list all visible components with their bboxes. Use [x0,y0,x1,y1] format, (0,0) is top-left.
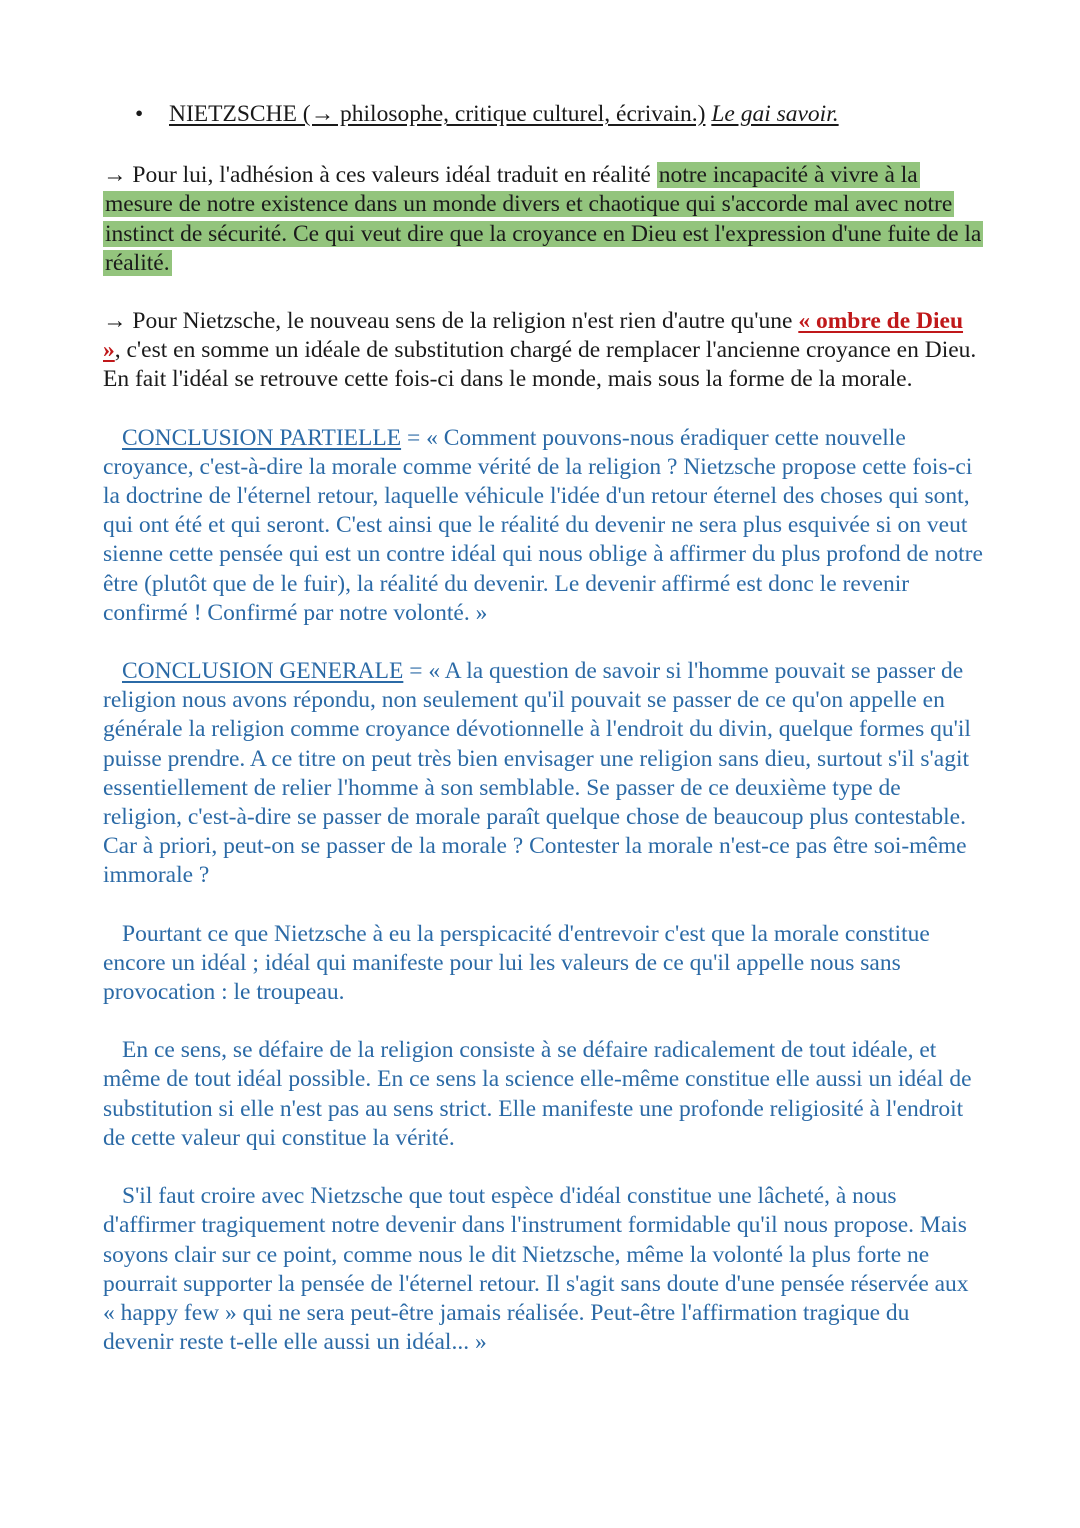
emphasis-ombre-de-dieu: « ombre de Dieu » [103,308,964,364]
conclusion-generale [103,657,983,891]
conclusion-generale-label: CONCLUSION GENERALE [122,658,404,685]
section-heading [103,100,983,129]
heading-author: NIETZSCHE (→ philosophe, critique culturel, écrivain.) [169,101,706,127]
document-page [103,100,983,1386]
conclusion-partielle-label: CONCLUSION PARTIELLE [122,424,402,451]
paragraph-prefix: → Pour lui, l'adhésion à ces valeurs idéal traduit en réalité [103,162,657,189]
paragraph-prefix: → Pour Nietzsche, le nouveau sens de la religion n'est rien d'autre qu'une [103,308,799,335]
paragraph-suffix: , c'est en somme un idéale de substitution chargé de remplacer l'ancienne croyance en Dieu. En fait l'idéal se retrouve cette fois-ci dans le monde, mais sous la forme de la morale. [103,337,977,393]
paragraph-fuite-realite [103,161,983,278]
paragraph-ombre-de-dieu [103,307,983,395]
paragraph-science-ideal: En ce sens, se défaire de la religion consiste à se défaire radicalement de tout idéale, et même de tout idéal possible. En ce sens la science elle-même constitue elle aussi un idéal de substitution si elle n'est pas au sens strict. Elle manifeste une profonde religiosité à l'endroit de cette valeur qui constitue la vérité. [103,1037,972,1151]
paragraph-eternel-retour: S'il faut croire avec Nietzsche que tout espèce d'idéal constitue une lâcheté, à nous d'affirmer tragiquement notre devenir dans l'instrument formidable qu'il nous propose. Mais soyons clair sur ce point, comme nous le dit Nietzsche, même la volonté la plus forte ne pourrait supporter la pensée de l'éternel retour. Il s'agit sans doute d'une pensée réservée aux « happy few » qui ne sera peut-être jamais réalisée. Peut-être l'affirmation tragique du devenir reste t-elle elle aussi un idéal... » [103,1183,969,1356]
bullet-icon: • [135,101,144,127]
conclusion-partielle-text: = « Comment pouvons-nous éradiquer cette nouvelle croyance, c'est-à-dire la morale comme vérité de la religion ? Nietzsche propose cette fois-ci la doctrine de l'éternel retour, laquelle véhicule l'idée d'un retour éternel des choses qui sont, qui ont été et qui seront. C'est ainsi que le réalité du devenir ne sera plus esquivée si on veut sienne cette pensée qui est un contre idéal qui nous oblige à affirmer du plus profond de notre être (plutôt que de le fuir), la réalité du devenir. Le devenir affirmé est donc le revenir confirmé ! Confirmé par notre volonté. » [103,424,983,626]
heading-work-title: Le gai savoir. [711,101,839,127]
paragraph-troupeau: Pourtant ce que Nietzsche à eu la perspicacité d'entrevoir c'est que la morale constitue encore un idéal ; idéal qui manifeste pour lui les valeurs de ce qu'il appelle nous sans provocation : le troupeau. [103,920,930,1006]
conclusion-partielle [103,424,983,628]
conclusion-generale-text: = « A la question de savoir si l'homme pouvait se passer de religion nous avons répondu, non seulement qu'il pouvait se passer de ce qu'on appelle en générale la religion comme croyance dévotionnelle à l'endroit du divin, quelque formes qu'il puisse prendre. A ce titre on peut très bien envisager une religion sans dieu, surtout s'il s'agit essentiellement de relier l'homme à son semblable. Se passer de ce deuxième type de religion, c'est-à-dire se passer de morale paraît quelque chose de beaucoup plus contestable. Car à priori, peut-on se passer de la morale ? Contester la morale n'est-ce pas être soi-même immorale ? [103,658,971,889]
highlighted-text: notre incapacité à vivre à la mesure de notre existence dans un monde divers et chaotique qui s'accorde mal avec notre instinct de sécurité. Ce qui veut dire que la croyance en Dieu est l'expression d'une fuite de la réalité. [105,162,982,276]
